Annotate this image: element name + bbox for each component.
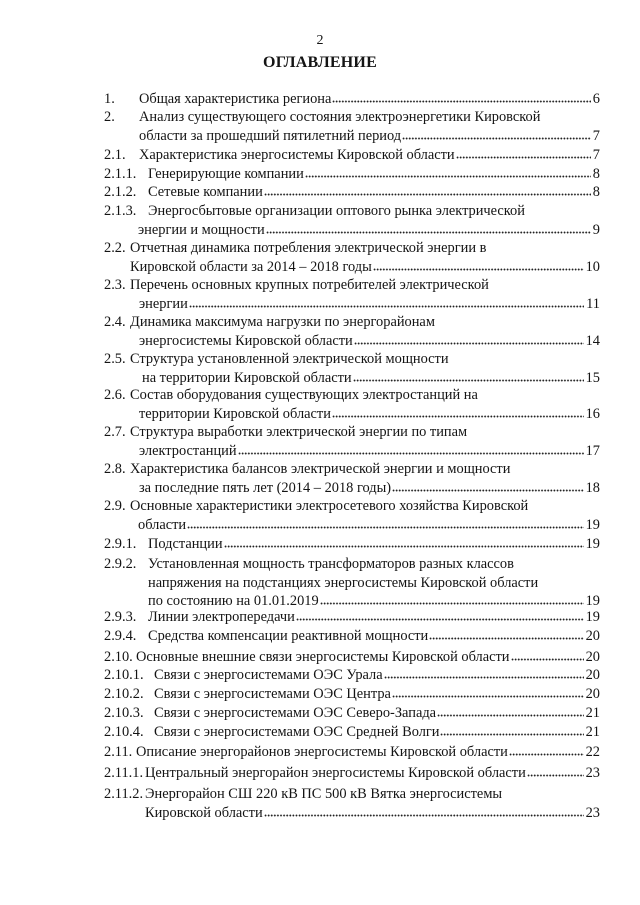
toc-entry-number: 2.4.	[104, 314, 126, 330]
toc-entry[interactable]	[104, 535, 600, 554]
toc-entry-page: 9	[592, 221, 600, 238]
toc-entry-number: 2.9.4.	[104, 628, 137, 644]
toc-entry-page: 20	[585, 686, 600, 702]
leader-dots	[238, 444, 584, 454]
leader-dots	[264, 186, 591, 196]
toc-entry-number: 2.9.2.	[104, 556, 137, 572]
toc-entry[interactable]	[104, 785, 600, 822]
toc-entry-number: 2.2.	[104, 240, 126, 256]
toc-entry[interactable]	[104, 627, 600, 646]
toc-entry-page: 18	[585, 479, 600, 496]
leader-dots	[456, 149, 591, 159]
toc-entry[interactable]	[104, 313, 600, 350]
toc-entry-title: Связи с энергосистемами ОЭС Центра	[154, 686, 391, 702]
leader-dots	[332, 93, 590, 103]
toc-entry[interactable]	[104, 648, 600, 667]
toc-entry[interactable]	[104, 90, 600, 109]
toc-entry-title: Генерирующие компании	[148, 166, 304, 182]
toc-entry-number: 2.11.1.	[104, 765, 144, 781]
toc-entry-title: Линии электропередачи	[148, 609, 295, 625]
toc-entry-number: 2.8.	[104, 461, 126, 477]
toc-entry-title: Структура установленной электрической мощности	[130, 351, 449, 367]
leader-dots	[296, 611, 584, 621]
toc-entry-title-continued: области за прошедший пятилетний период	[139, 127, 402, 144]
toc-entry[interactable]	[104, 165, 600, 184]
toc-entry-title-continued: области	[138, 516, 187, 533]
toc-entry-page: 7	[592, 127, 600, 144]
toc-entry[interactable]	[104, 239, 600, 276]
toc-entry-number: 2.11.2.	[104, 786, 144, 802]
toc-entry-title: Связи с энергосистемами ОЭС Северо-Запада	[154, 705, 437, 721]
toc-entry-page: 15	[585, 369, 600, 386]
toc-entry-title: Установленная мощность трансформаторов разных классов	[148, 556, 514, 572]
toc-entry-title: Перечень основных крупных потребителей электрической	[130, 277, 489, 293]
toc-entry[interactable]	[104, 183, 600, 202]
toc-entry-title: Отчетная динамика потребления электрической энергии в	[130, 240, 487, 256]
toc-entry-title: Подстанции	[148, 536, 223, 552]
toc-entry-title: Сетевые компании	[148, 184, 263, 200]
toc-entry-number: 1.	[104, 91, 115, 107]
toc-entry[interactable]	[104, 497, 600, 534]
toc-entry[interactable]	[104, 423, 600, 460]
toc-entry-number: 2.10.3.	[104, 705, 144, 721]
toc-entry-number: 2.10.	[104, 649, 133, 665]
toc-entry[interactable]	[104, 764, 600, 783]
leader-dots	[527, 767, 584, 777]
toc-entry-title: Характеристика энергосистемы Кировской области	[139, 147, 455, 163]
toc-entry-page: 23	[585, 804, 600, 821]
toc-entry-page: 21	[585, 705, 600, 721]
toc-entry-title-continued: Кировской области	[145, 804, 263, 821]
toc-entry-title-continued: напряжения на подстанциях энергосистемы Кировской области	[148, 574, 539, 591]
leader-dots	[440, 726, 583, 736]
toc-entry-number: 2.9.	[104, 498, 126, 514]
toc-entry[interactable]	[104, 666, 600, 685]
toc-entry-page: 11	[586, 295, 600, 312]
toc-entry-page: 23	[585, 765, 600, 781]
toc-entry[interactable]	[104, 350, 600, 387]
toc-entry-page: 19	[585, 609, 600, 625]
toc-entry-number: 2.1.3.	[104, 203, 137, 219]
toc-entry-title-continued: территории Кировской области	[139, 405, 331, 422]
leader-dots	[384, 669, 584, 679]
leader-dots	[264, 806, 584, 816]
toc-entry-title: Связи с энергосистемами ОЭС Средней Волги	[154, 724, 440, 740]
toc-entry-page: 6	[592, 91, 600, 107]
toc-entry[interactable]	[104, 608, 600, 627]
toc-entry-page: 7	[592, 147, 600, 163]
toc-entry-page: 21	[585, 724, 600, 740]
toc-entry-title: Описание энергорайонов энергосистемы Кировской области	[136, 744, 508, 760]
toc-entry-title: Состав оборудования существующих электростанций на	[130, 387, 478, 403]
toc-entry-title: Структура выработки электрической энергии по типам	[130, 424, 468, 440]
toc-entry-page: 14	[585, 332, 600, 349]
leader-dots	[332, 407, 584, 417]
toc-entry-title: Средства компенсации реактивной мощности	[148, 628, 429, 644]
page-number: 2	[316, 33, 324, 48]
toc-entry-number: 2.6.	[104, 387, 126, 403]
toc-entry-title-continued: на территории Кировской области	[142, 369, 352, 386]
toc-entry-number: 2.1.1.	[104, 166, 137, 182]
page-title: ОГЛАВЛЕНИЕ	[263, 54, 377, 71]
leader-dots	[511, 651, 584, 661]
leader-dots	[402, 129, 591, 139]
toc-entry-number: 2.3.	[104, 277, 126, 293]
toc-entry-page: 8	[592, 166, 600, 182]
toc-entry-title-continued: энергии и мощности	[138, 221, 265, 238]
leader-dots	[353, 371, 584, 381]
toc-entry-number: 2.9.3.	[104, 609, 137, 625]
toc-entry[interactable]	[104, 146, 600, 165]
toc-entry-number: 2.10.4.	[104, 724, 144, 740]
toc-entry-title: Центральный энергорайон энергосистемы Кировской области	[145, 765, 526, 781]
toc-entry-title-continued: электростанций	[139, 442, 237, 459]
toc-entry-title: Характеристика балансов электрической энергии и мощности	[130, 461, 511, 477]
toc-entry[interactable]	[104, 743, 600, 762]
toc-entry-number: 2.1.2.	[104, 184, 137, 200]
toc-entry-number: 2.7.	[104, 424, 126, 440]
toc-entry-title-continued: энергии	[139, 295, 188, 312]
toc-entry-page: 20	[585, 628, 600, 644]
leader-dots	[392, 481, 584, 491]
toc-entry-title: Анализ существующего состояния электроэнергетики Кировской	[139, 109, 541, 125]
toc-entry-number: 2.11.	[104, 744, 133, 760]
toc-entry-page: 19	[585, 516, 600, 533]
toc-entry-title-continued: за последние пять лет (2014 – 2018 годы)	[139, 479, 392, 496]
leader-dots	[187, 518, 584, 528]
leader-dots	[429, 630, 583, 640]
toc-entry-number: 2.9.1.	[104, 536, 137, 552]
toc-entry-number: 2.5.	[104, 351, 126, 367]
toc-entry[interactable]	[104, 555, 600, 611]
toc-entry[interactable]	[104, 276, 600, 313]
toc-entry-page: 19	[585, 536, 600, 552]
toc-entry[interactable]	[104, 108, 600, 145]
toc-entry[interactable]	[104, 704, 600, 723]
toc-entry-title: Связи с энергосистемами ОЭС Урала	[154, 667, 383, 683]
toc-entry-title-continued: энергосистемы Кировской области	[139, 332, 353, 349]
toc-entry-number: 2.10.1.	[104, 667, 144, 683]
toc-entry-title: Энергосбытовые организации оптового рынка электрической	[148, 203, 525, 219]
toc-entry-page: 10	[585, 258, 600, 275]
toc-entry-page: 20	[585, 667, 600, 683]
toc-entry-page: 19	[585, 593, 600, 609]
toc-entry-page: 22	[585, 744, 600, 760]
leader-dots	[437, 707, 584, 717]
leader-dots	[373, 260, 584, 270]
toc-entry-number: 2.1.	[104, 147, 126, 163]
toc-entry[interactable]	[104, 723, 600, 742]
toc-entry-title: Энергорайон СШ 220 кВ ПС 500 кВ Вятка энергосистемы	[145, 786, 503, 802]
toc-entry[interactable]	[104, 386, 600, 423]
toc-entry-title: Динамика максимума нагрузки по энергорайонам	[130, 314, 435, 330]
toc-entry-title: Основные характеристики электросетевого хозяйства Кировской	[130, 498, 529, 514]
leader-dots	[392, 688, 584, 698]
toc-entry[interactable]	[104, 685, 600, 704]
toc-entry-number: 2.	[104, 109, 115, 125]
leader-dots	[189, 297, 584, 307]
leader-dots	[509, 746, 584, 756]
toc-entry-page: 8	[592, 184, 600, 200]
leader-dots	[320, 595, 584, 605]
toc-entry-title-continued: по состоянию на 01.01.2019	[148, 593, 319, 609]
toc-entry-title: Общая характеристика региона	[139, 91, 332, 107]
toc-entry-title: Основные внешние связи энергосистемы Кировской области	[136, 649, 510, 665]
toc-entry[interactable]	[104, 460, 600, 497]
toc-entry[interactable]	[104, 202, 600, 239]
toc-entry-page: 20	[585, 649, 600, 665]
leader-dots	[266, 223, 591, 233]
leader-dots	[305, 168, 591, 178]
toc-entry-number: 2.10.2.	[104, 686, 144, 702]
toc-entry-title-continued: Кировской области за 2014 – 2018 годы	[130, 258, 372, 275]
toc-entry-page: 16	[585, 405, 600, 422]
leader-dots	[354, 334, 584, 344]
toc-entry-page: 17	[585, 442, 600, 459]
leader-dots	[224, 538, 584, 548]
